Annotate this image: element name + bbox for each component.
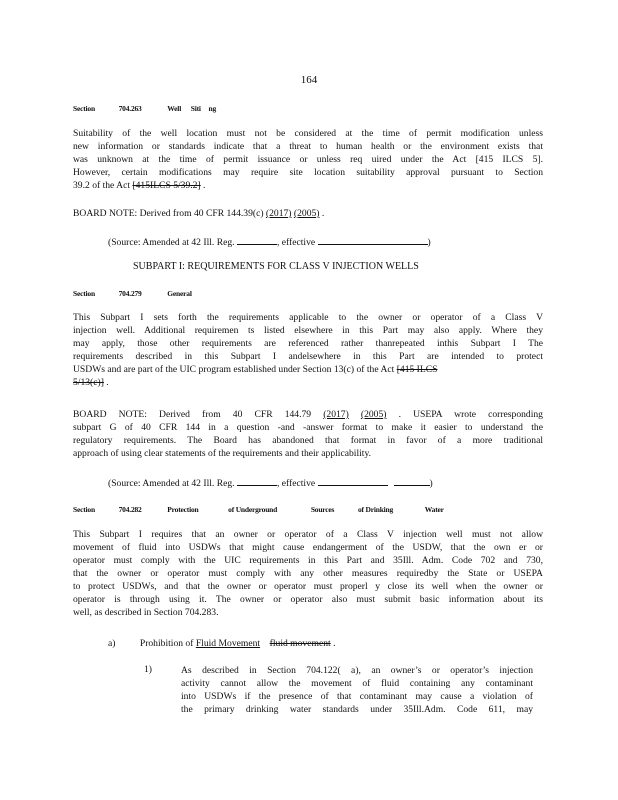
text-span: . USEPA wrote corresponding	[386, 409, 543, 420]
section-label: Section	[73, 289, 95, 298]
text-line: well, as described in Section 704.283.	[73, 607, 219, 618]
text-span: )	[427, 237, 431, 248]
section-title-word: of Drinking	[357, 505, 394, 514]
text-span: (Source: Amended at 42 Ill. Reg.	[108, 237, 237, 248]
section-label: Section	[73, 104, 95, 113]
section-title-word: ng	[208, 104, 217, 113]
text-line: activity cannot allow the movement of fluid containing any contaminant	[181, 678, 533, 689]
text-span: .	[200, 180, 206, 191]
blank-register	[237, 235, 277, 245]
text-line: subpart G of 40 CFR 144 in a question -and -answer format to make it easier to understand the	[73, 422, 543, 433]
text-line: As described in Section 704.122( a), an owner’s or operator’s injection	[181, 665, 533, 676]
text-line: Suitability of the well location must not be considered at the time of permit modification unless	[73, 128, 543, 139]
text-line: requirements described in this Subpart I andelsewhere in this Part are intended to protect	[73, 351, 543, 362]
item-1-label: 1)	[144, 664, 152, 675]
blank-register	[237, 476, 277, 486]
text-line: the primary drinking water standards under 35Ill.Adm. Code 611, may	[181, 704, 533, 715]
paragraph-general	[73, 311, 543, 389]
struck-citation: [415ILCS 5/39.2]	[132, 180, 201, 191]
source-note-2	[108, 476, 433, 489]
paragraph-well-siting	[73, 127, 543, 192]
source-note-1	[108, 235, 431, 248]
text-line: approach of using clear statements of the requirements and their applicability.	[73, 448, 372, 459]
text-span: .	[330, 638, 336, 649]
struck-citation: 5/13(c)]	[73, 377, 104, 388]
text-span: 39.2 of the Act	[73, 180, 133, 191]
text-span: .	[319, 208, 325, 219]
struck-year: (2005)	[360, 409, 387, 420]
section-title-word: of Underground	[228, 505, 278, 514]
inserted-year: (2017)	[323, 409, 349, 420]
text-span: BOARD NOTE: Derived from 40 CFR 144.39(c)	[73, 208, 266, 219]
section-title-word: Well	[167, 104, 182, 113]
text-line: operator is through using it. The owner or operator also must submit basic information about its	[73, 594, 543, 605]
text-line	[73, 363, 543, 376]
section-heading-704-279	[73, 289, 192, 298]
text-span: (Source: Amended at 42 Ill. Reg.	[108, 478, 237, 489]
text-span: Prohibition of	[139, 638, 196, 649]
text-line: was unknown at the time of permit issuance or unless req uired under the Act [415 ILCS 5].	[73, 154, 543, 165]
board-note-2	[73, 408, 543, 460]
text-span: BOARD NOTE: Derived from 40 CFR 144.79	[73, 409, 324, 420]
text-span: )	[429, 478, 433, 489]
text-line: However, certain modifications may require site location suitability approval pursuant to Section	[73, 167, 543, 178]
struck-text: fluid movement	[269, 638, 331, 649]
section-heading-704-263	[73, 104, 216, 113]
text-line: injection well. Additional requiremen ts listed elsewhere in this Part may also apply. Where they	[73, 325, 543, 336]
item-label: a)	[108, 638, 116, 649]
item-a	[108, 638, 335, 649]
subpart-heading: SUBPART I: REQUIREMENTS FOR CLASS V INJECTION WELLS	[133, 261, 419, 272]
blank-effective-date-2	[394, 476, 430, 486]
page-number: 164	[300, 74, 318, 86]
blank-effective-date	[318, 235, 428, 245]
section-number: 704.282	[118, 505, 142, 514]
text-line: regulatory requirements. The Board has abandoned that format in favor of a more traditional	[73, 435, 543, 446]
text-span	[349, 409, 361, 420]
item-1-text	[181, 664, 533, 716]
struck-citation: [415 ILCS	[396, 364, 438, 375]
text-line: may apply, those other requirements are referenced rather thanrepeated inthis Subpart I The	[73, 338, 543, 349]
struck-year: (2005)	[293, 208, 320, 219]
section-title-word: Siti	[190, 104, 201, 113]
text-line: into USDWs if the presence of that contaminant may cause a violation of	[181, 691, 533, 702]
board-note-1	[73, 208, 324, 219]
text-line: that the owner or operator must comply with any other measures requiredby the State or USEPA	[73, 568, 543, 579]
inserted-year: (2017)	[265, 208, 292, 219]
text-line: This Subpart I requires that an owner or operator of a Class V injection well must not allow	[73, 529, 543, 540]
text-line: to protect USDWs, and that the owner or operator must properl y close its well when the owner or	[73, 581, 543, 592]
text-line	[73, 179, 543, 192]
paragraph-protection-usdw	[73, 528, 543, 619]
section-number: 704.263	[118, 104, 142, 113]
section-title-word: Sources	[310, 505, 335, 514]
text-span: , effective	[276, 478, 318, 489]
section-title-word: Protection	[167, 505, 199, 514]
text-span: .	[103, 377, 109, 388]
section-title-word: Water	[424, 505, 444, 514]
text-line: movement of fluid into USDWs that might cause endangerment of the USDW, that the own er or	[73, 542, 543, 553]
inserted-text: Fluid Movement	[195, 638, 261, 649]
text-line: operator must comply with the UIC requirements in this Part and 35Ill. Adm. Code 702 and 730,	[73, 555, 543, 566]
text-span: , effective	[276, 237, 318, 248]
section-heading-704-282	[73, 505, 444, 514]
section-title: General	[167, 289, 192, 298]
text-line	[73, 376, 543, 389]
blank-effective-date	[318, 476, 388, 486]
text-line: This Subpart I sets forth the requirements applicable to the owner or operator of a Class V	[73, 312, 543, 323]
section-number: 704.279	[118, 289, 142, 298]
text-line	[73, 408, 543, 421]
section-label: Section	[73, 505, 95, 514]
text-line: new information or standards indicate that a threat to human health or the environment exists that	[73, 141, 543, 152]
text-span: USDWs and are part of the UIC program established under Section 13(c) of the Act	[73, 364, 397, 375]
